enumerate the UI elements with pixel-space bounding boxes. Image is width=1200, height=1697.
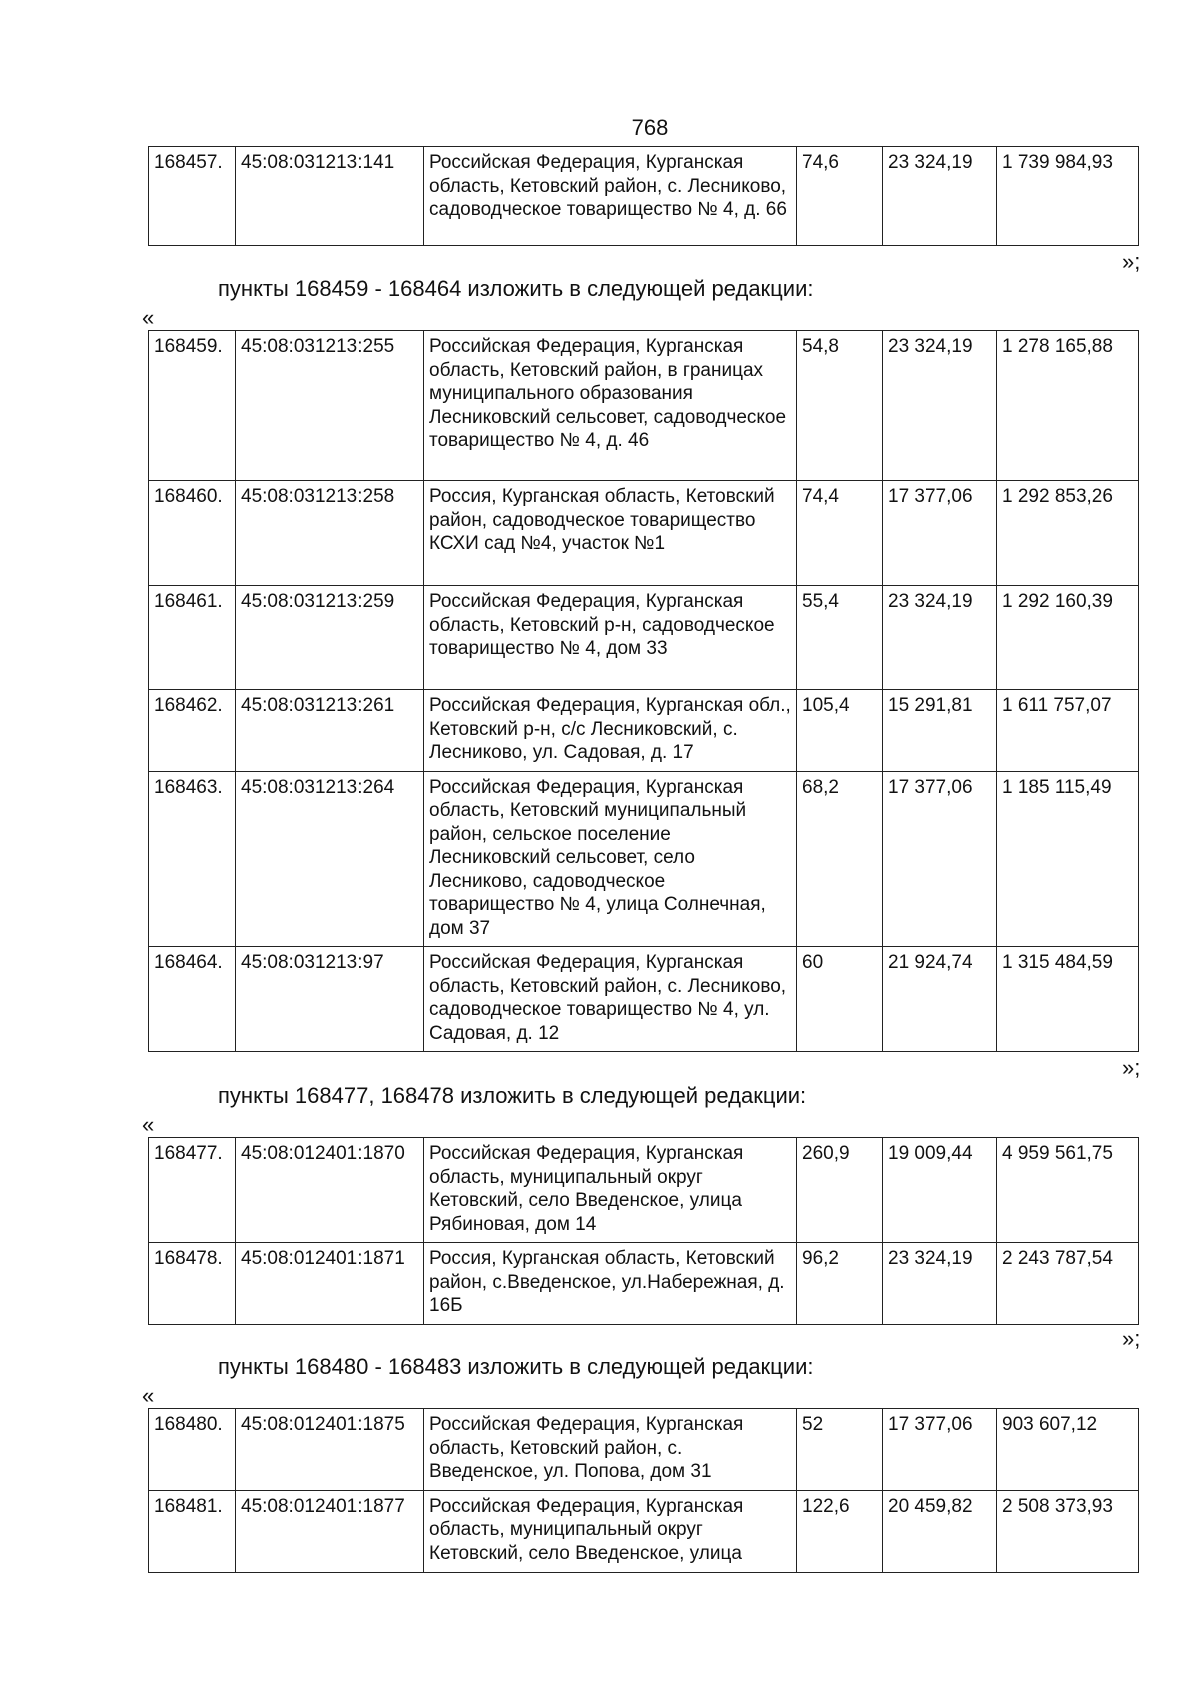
rate: 17 377,06 [883, 481, 997, 586]
table-row [149, 771, 1139, 947]
area: 96,2 [797, 1243, 883, 1325]
row-number: 168463. [149, 771, 236, 947]
table-row [149, 947, 1139, 1052]
cadastral-number: 45:08:031213:264 [236, 771, 424, 947]
cadastral-value: 2 243 787,54 [997, 1243, 1139, 1325]
rate: 23 324,19 [883, 147, 997, 246]
cadastral-value: 1 292 160,39 [997, 586, 1139, 690]
rate: 15 291,81 [883, 690, 997, 772]
closing-quote: »; [1122, 1326, 1141, 1351]
closing-quote: »; [1122, 249, 1141, 274]
cadastral-value: 1 315 484,59 [997, 947, 1139, 1052]
cadastral-value: 1 292 853,26 [997, 481, 1139, 586]
cadastral-number: 45:08:012401:1870 [236, 1138, 424, 1243]
opening-quote: « [142, 1112, 155, 1137]
table-row [149, 331, 1139, 481]
address: Российская Федерация, Курганская область, Кетовский район, с. Введенское, ул. Попова, дом 31 [424, 1409, 797, 1491]
row-number: 168462. [149, 690, 236, 772]
table-row [149, 147, 1139, 246]
cadastral-value: 903 607,12 [997, 1409, 1139, 1491]
area: 60 [797, 947, 883, 1052]
row-number: 168481. [149, 1490, 236, 1572]
cadastral-number: 45:08:031213:141 [236, 147, 424, 246]
address: Российская Федерация, Курганская область, Кетовский район, в границах муниципального образования Лесниковский сельсовет, садоводческое товарищество № 4, д. 46 [424, 331, 797, 481]
amendment-instruction: пункты 168477, 168478 изложить в следующей редакции: [218, 1083, 807, 1108]
cadastral-number: 45:08:031213:261 [236, 690, 424, 772]
area: 260,9 [797, 1138, 883, 1243]
address: Российская Федерация, Курганская область, Кетовский муниципальный район, сельское поселение Лесниковский сельсовет, село Лесниково, садоводческое товарищество № 4, улица Солнечная, дом 37 [424, 771, 797, 947]
rate: 23 324,19 [883, 1243, 997, 1325]
row-number: 168480. [149, 1409, 236, 1491]
row-number: 168459. [149, 331, 236, 481]
area: 74,6 [797, 147, 883, 246]
rate: 17 377,06 [883, 1409, 997, 1491]
opening-quote: « [142, 1383, 155, 1408]
address: Российская Федерация, Курганская область, муниципальный округ Кетовский, село Введенское, улица Рябиновая, дом 14 [424, 1138, 797, 1243]
rate: 17 377,06 [883, 771, 997, 947]
page-number: 768 [631, 115, 669, 140]
table-row [149, 1490, 1139, 1572]
address: Российская Федерация, Курганская область, муниципальный округ Кетовский, село Введенское, улица [424, 1490, 797, 1572]
row-number: 168457. [149, 147, 236, 246]
cadastral-number: 45:08:012401:1875 [236, 1409, 424, 1491]
area: 74,4 [797, 481, 883, 586]
area: 105,4 [797, 690, 883, 772]
table-row [149, 1243, 1139, 1325]
cadastral-number: 45:08:031213:258 [236, 481, 424, 586]
area: 68,2 [797, 771, 883, 947]
address: Россия, Курганская область, Кетовский район, садоводческое товарищество КСХИ сад №4, участок №1 [424, 481, 797, 586]
rate: 19 009,44 [883, 1138, 997, 1243]
opening-quote: « [142, 305, 155, 330]
rate: 23 324,19 [883, 586, 997, 690]
area: 52 [797, 1409, 883, 1491]
registry-table-4 [148, 1408, 1139, 1573]
address: Российская Федерация, Курганская область, Кетовский район, с. Лесниково, садоводческое товарищество № 4, ул. Садовая, д. 12 [424, 947, 797, 1052]
row-number: 168461. [149, 586, 236, 690]
address: Российская Федерация, Курганская область, Кетовский район, с. Лесниково, садоводческое товарищество № 4, д. 66 [424, 147, 797, 246]
cadastral-number: 45:08:031213:255 [236, 331, 424, 481]
area: 54,8 [797, 331, 883, 481]
closing-quote: »; [1122, 1055, 1141, 1080]
amendment-instruction: пункты 168459 - 168464 изложить в следующей редакции: [218, 276, 814, 301]
address: Российская Федерация, Курганская область, Кетовский р-н, садоводческое товарищество № 4, дом 33 [424, 586, 797, 690]
area: 55,4 [797, 586, 883, 690]
row-number: 168477. [149, 1138, 236, 1243]
row-number: 168478. [149, 1243, 236, 1325]
amendment-instruction: пункты 168480 - 168483 изложить в следующей редакции: [218, 1354, 814, 1379]
cadastral-number: 45:08:012401:1871 [236, 1243, 424, 1325]
rate: 21 924,74 [883, 947, 997, 1052]
cadastral-number: 45:08:012401:1877 [236, 1490, 424, 1572]
area: 122,6 [797, 1490, 883, 1572]
cadastral-value: 1 185 115,49 [997, 771, 1139, 947]
cadastral-value: 2 508 373,93 [997, 1490, 1139, 1572]
registry-table-1 [148, 146, 1139, 246]
address: Россия, Курганская область, Кетовский район, с.Введенское, ул.Набережная, д. 16Б [424, 1243, 797, 1325]
rate: 23 324,19 [883, 331, 997, 481]
table-row [149, 1409, 1139, 1491]
table-row [149, 690, 1139, 772]
cadastral-value: 1 739 984,93 [997, 147, 1139, 246]
registry-table-3 [148, 1137, 1139, 1325]
table-row [149, 1138, 1139, 1243]
cadastral-number: 45:08:031213:97 [236, 947, 424, 1052]
table-row [149, 481, 1139, 586]
registry-table-2 [148, 330, 1139, 1052]
cadastral-value: 4 959 561,75 [997, 1138, 1139, 1243]
row-number: 168464. [149, 947, 236, 1052]
address: Российская Федерация, Курганская обл., Кетовский р-н, с/с Лесниковский, с. Лесниково, ул. Садовая, д. 17 [424, 690, 797, 772]
table-row [149, 586, 1139, 690]
row-number: 168460. [149, 481, 236, 586]
cadastral-number: 45:08:031213:259 [236, 586, 424, 690]
cadastral-value: 1 278 165,88 [997, 331, 1139, 481]
rate: 20 459,82 [883, 1490, 997, 1572]
cadastral-value: 1 611 757,07 [997, 690, 1139, 772]
